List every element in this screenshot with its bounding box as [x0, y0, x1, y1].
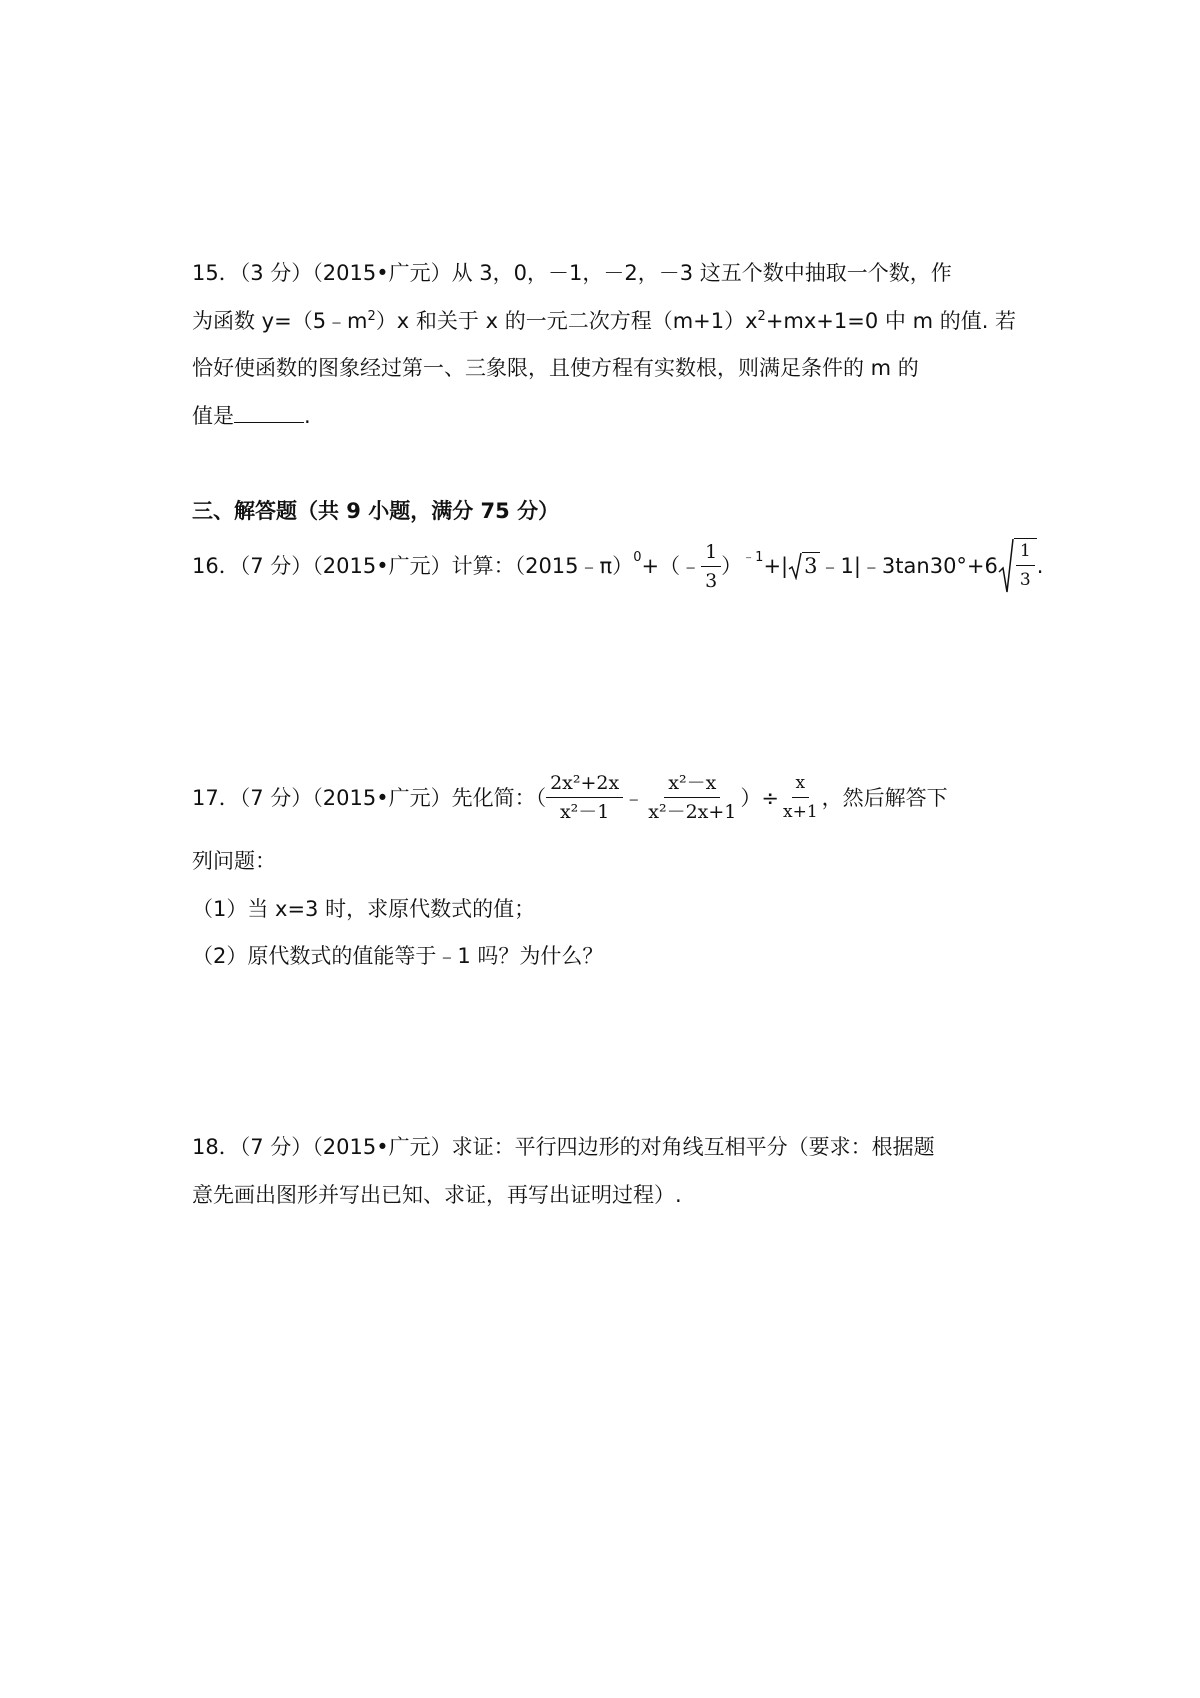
q15-line-4 [192, 400, 311, 431]
radical-sign-icon [788, 552, 802, 580]
q15-line-3: 恰好使函数的图象经过第一、三象限，且使方程有实数根，则满足条件的 m 的 [192, 356, 919, 380]
q16-plus-paren: +（﹣ [641, 554, 702, 578]
q17-prefix: 17．（7 分）（2015•广元）先化简：（ [192, 785, 547, 810]
q17-fraction-2 [644, 771, 740, 824]
q18-line-1: 18．（7 分）（2015•广元）求证：平行四边形的对角线互相平分（要求：根据题 [192, 1135, 935, 1159]
q15-answer-label: 值是 [192, 404, 234, 428]
q17-fraction-1 [546, 771, 623, 824]
fraction-numerator: x [792, 771, 810, 798]
q15-line-2 [192, 306, 1016, 336]
fraction-denominator: x+1 [783, 802, 818, 822]
fraction-denominator: x²－2x+1 [648, 801, 737, 823]
fraction-numerator: 1 [701, 540, 721, 567]
sqrt-fraction [1016, 539, 1035, 592]
radical-sign-icon [998, 538, 1014, 594]
fraction-denominator: 3 [1019, 570, 1031, 590]
fraction-denominator: x²－1 [559, 801, 610, 823]
q16-abs-open: +| [763, 554, 789, 578]
q17-minus: ﹣ [623, 785, 645, 810]
q15-text-c: +mx+1=0 中 m 的值. 若 [765, 309, 1017, 333]
q15-exponent-1: 2 [367, 309, 376, 324]
q16-line: 16．（7 分）（2015•广元）计算：（2015﹣π） $^0$ +（﹣ $\frac{1}{3}$ ） $^{﹣1}$ +| 3 ﹣1|﹣3tan30°+6 $\frac{1}{3}$ . [192, 538, 1043, 594]
q16-sqrt-one-third [998, 538, 1037, 594]
section-3-heading: 三、解答题（共 9 小题，满分 75 分） [192, 499, 560, 523]
radicand [1014, 538, 1037, 594]
q15-period: . [304, 404, 311, 428]
q16-fraction-one-third [701, 540, 721, 593]
q18-line-2: 意先画出图形并写出已知、求证，再写出证明过程）. [192, 1183, 682, 1207]
q17-suffix: ，然后解答下 [821, 785, 948, 810]
fraction-numerator: 1 [1016, 539, 1035, 566]
radicand: 3 [804, 554, 818, 578]
q16-end: . [1036, 554, 1044, 578]
q17-line-2: 列问题： [192, 849, 276, 873]
q15-exponent-2: 2 [757, 309, 766, 324]
q17-line-1 [192, 771, 948, 824]
q17-fraction-3 [779, 771, 822, 824]
q15-line-1: 15．（3 分）（2015•广元）从 3，0，－1，－2，－3 这五个数中抽取一个数，作 [192, 261, 952, 285]
q15-text-a: 为函数 y=（5﹣m [192, 309, 368, 333]
q16-prefix: 16．（7 分）（2015•广元）计算：（2015﹣π） [192, 554, 634, 578]
fraction-denominator: 3 [705, 569, 718, 592]
q17-close-divide: ）÷ [740, 785, 780, 810]
fraction-numerator: x²－x [664, 771, 720, 798]
q16-sqrt-three [788, 552, 819, 580]
q17-part-1: （1）当 x=3 时，求原代数式的值； [192, 897, 536, 921]
q17-part-2: （2）原代数式的值能等于﹣1 吗？为什么？ [192, 944, 604, 968]
q15-text-b: ）x 和关于 x 的一元二次方程（m+1）x [375, 309, 758, 333]
q16-close-paren: ） [721, 554, 743, 578]
q15-answer-blank [234, 400, 304, 423]
q16-abs-rest: ﹣1|﹣3tan30°+6 [819, 554, 998, 578]
fraction-numerator: 2x²+2x [546, 771, 623, 798]
